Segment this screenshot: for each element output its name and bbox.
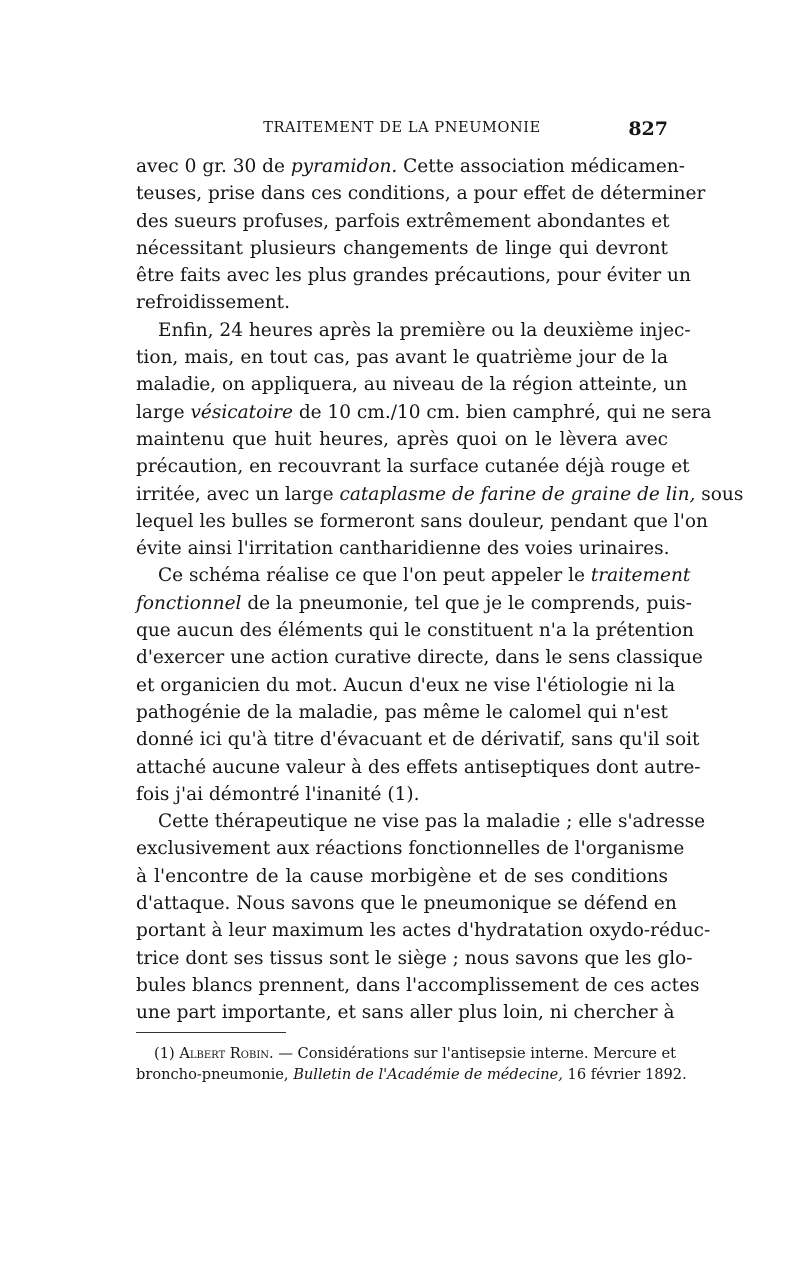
text-line: évite ainsi l'irritation cantharidienne des voies urinaires.: [136, 538, 670, 560]
text-line: teuses, prise dans ces conditions, a pour effet de déterminer: [136, 183, 706, 205]
text-line: que aucun des éléments qui le constituent n'a la prétention: [136, 620, 694, 642]
italic-term: traitement: [590, 565, 691, 587]
text-line: fonctionnel de la pneumonie, tel que je le comprends, puis-: [136, 592, 692, 614]
page-number: 827: [628, 118, 668, 140]
text-line: maintenu que huit heures, après quoi on le lèvera avec: [136, 428, 668, 450]
text-line: fois j'ai démontré l'inanité (1).: [136, 783, 420, 805]
text-line: maladie, on appliquera, au niveau de la région atteinte, un: [136, 374, 688, 396]
text-line: exclusivement aux réactions fonctionnelles de l'organisme: [136, 838, 685, 860]
running-head: [136, 118, 668, 140]
text-line: attaché aucune valeur à des effets antiseptiques dont autre-: [136, 756, 701, 778]
running-title: TRAITEMENT DE LA PNEUMONIE: [263, 120, 541, 136]
text-line: des sueurs profuses, parfois extrêmement abondantes et: [136, 210, 670, 232]
text-line: avec 0 gr. 30 de pyramidon. Cette association médicamen-: [136, 156, 685, 177]
text-line: et organicien du mot. Aucun d'eux ne vise l'étiologie ni la: [136, 674, 676, 696]
text-line: tion, mais, en tout cas, pas avant le quatrième jour de la: [136, 347, 668, 369]
italic-term: fonctionnel: [136, 592, 242, 614]
text-line: à l'encontre de la cause morbigène et de ses conditions: [136, 865, 668, 887]
text-line: portant à leur maximum les actes d'hydratation oxydo-réduc-: [136, 920, 711, 942]
text-line: d'attaque. Nous savons que le pneumonique se défend en: [136, 893, 677, 915]
text-line: Cette thérapeutique ne vise pas la maladie ; elle s'adresse: [158, 811, 706, 833]
italic-term: cataplasme de farine de graine de lin,: [339, 483, 696, 505]
text-line: trice dont ses tissus sont le siège ; nous savons que les glo-: [136, 947, 693, 969]
italic-term: vésicatoire: [190, 401, 293, 423]
footnote-divider: [136, 1032, 286, 1033]
body-text: [136, 153, 744, 1027]
footnote: [136, 1043, 687, 1085]
text-line: Enfin, 24 heures après la première ou la deuxième injec-: [158, 319, 691, 341]
text-line: refroidissement.: [136, 292, 290, 314]
text-line: une part importante, et sans aller plus loin, ni chercher à: [136, 1002, 675, 1024]
text-line: pathogénie de la maladie, pas même le calomel qui n'est: [136, 701, 668, 723]
text-line: large vésicatoire de 10 cm./10 cm. bien camphré, qui ne sera: [136, 401, 712, 423]
italic-term: pyramidon.: [290, 156, 398, 177]
text-line: lequel les bulles se formeront sans douleur, pendant que l'on: [136, 510, 708, 532]
text-line: bules blancs prennent, dans l'accomplissement de ces actes: [136, 974, 700, 996]
text-line: précaution, en recouvrant la surface cutanée déjà rouge et: [136, 456, 690, 478]
journal-title: Bulletin de l'Académie de médecine,: [293, 1066, 563, 1083]
text-line: être faits avec les plus grandes précautions, pour éviter un: [136, 265, 691, 287]
text-line: d'exercer une action curative directe, dans le sens classique: [136, 647, 703, 669]
footnote-line: (1) Albert Robin. — Considérations sur l'antisepsie interne. Mercure et: [154, 1045, 677, 1062]
text-line: nécessitant plusieurs changements de linge qui devront: [136, 237, 668, 259]
author-name: Albert Robin.: [179, 1045, 274, 1062]
text-line: Ce schéma réalise ce que l'on peut appeler le traitement: [158, 565, 691, 587]
footnote-line: broncho-pneumonie, Bulletin de l'Académie de médecine, 16 février 1892.: [136, 1066, 687, 1083]
text-line: donné ici qu'à titre d'évacuant et de dérivatif, sans qu'il soit: [136, 729, 700, 751]
text-line: irritée, avec un large cataplasme de farine de graine de lin, sous: [136, 483, 744, 505]
